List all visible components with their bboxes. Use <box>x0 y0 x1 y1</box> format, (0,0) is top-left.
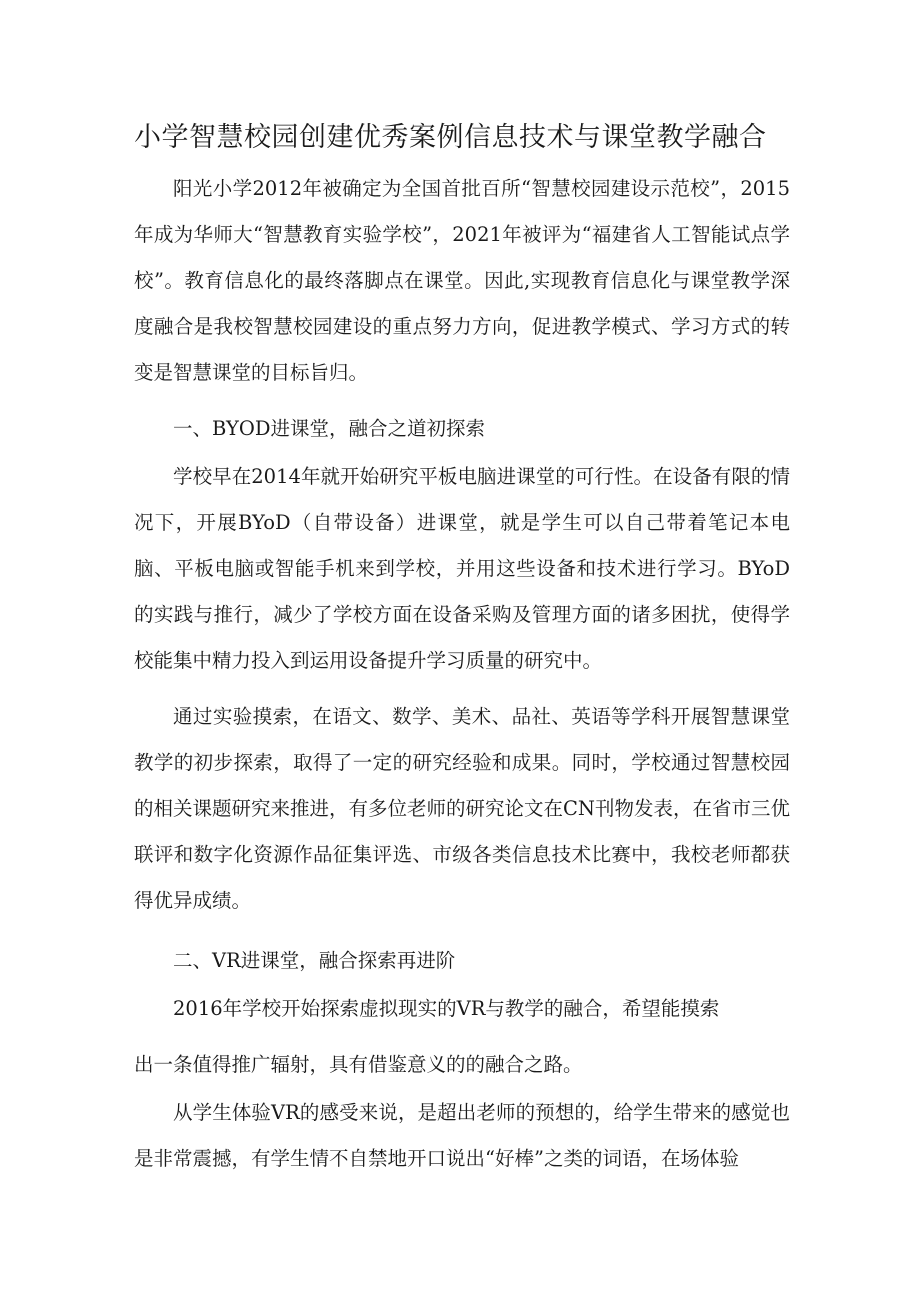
section1-paragraph-2: 通过实验摸索，在语文、数学、美术、品社、英语等学科开展智慧课堂教学的初步探索，取得了一定的研究经验和成果。同时，学校通过智慧校园的相关课题研究来推进，有多位老师的研究论文在CN刊物发表，在省市三优联评和数字化资源作品征集评选、市级各类信息技术比赛中，我校老师都获得优异成绩。 <box>134 705 790 912</box>
document-title: 小学智慧校园创建优秀案例信息技术与课堂教学融合 <box>134 122 767 153</box>
section-heading-vr: 二、VR进课堂，融合探索再进阶 <box>173 949 456 972</box>
section1-paragraph-1: 学校早在2014年就开始研究平板电脑进课堂的可行性。在设备有限的情况下，开展BYoD（自带设备）进课堂，就是学生可以自己带着笔记本电脑、平板电脑或智能手机来到学校，并用这些设备和技术进行学习。BYoD的实践与推行，减少了学校方面在设备采购及管理方面的诸多困扰，使得学校能集中精力投入到运用设备提升学习质量的研究中。 <box>134 465 790 672</box>
section2-paragraph-1-line-2: 出一条值得推广辐射，具有借鉴意义的的融合之路。 <box>134 1053 583 1076</box>
section-heading-byod: 一、BYOD进课堂，融合之道初探索 <box>173 417 485 440</box>
section2-paragraph-1-line-1: 2016年学校开始探索虚拟现实的VR与教学的融合，希望能摸索 <box>173 997 720 1020</box>
section2-paragraph-2: 从学生体验VR的感受来说，是超出老师的预想的，给学生带来的感觉也是非常震撼，有学生情不自禁地开口说出“好棒”之类的词语，在场体验 <box>134 1101 790 1170</box>
intro-paragraph: 阳光小学2012年被确定为全国首批百所“智慧校园建设示范校”，2015年成为华师大“智慧教育实验学校”，2021年被评为“福建省人工智能试点学校”。教育信息化的最终落脚点在课堂。因此,实现教育信息化与课堂教学深度融合是我校智慧校园建设的重点努力方向，促进教学模式、学习方式的转变是智慧课堂的目标旨归。 <box>134 177 790 384</box>
